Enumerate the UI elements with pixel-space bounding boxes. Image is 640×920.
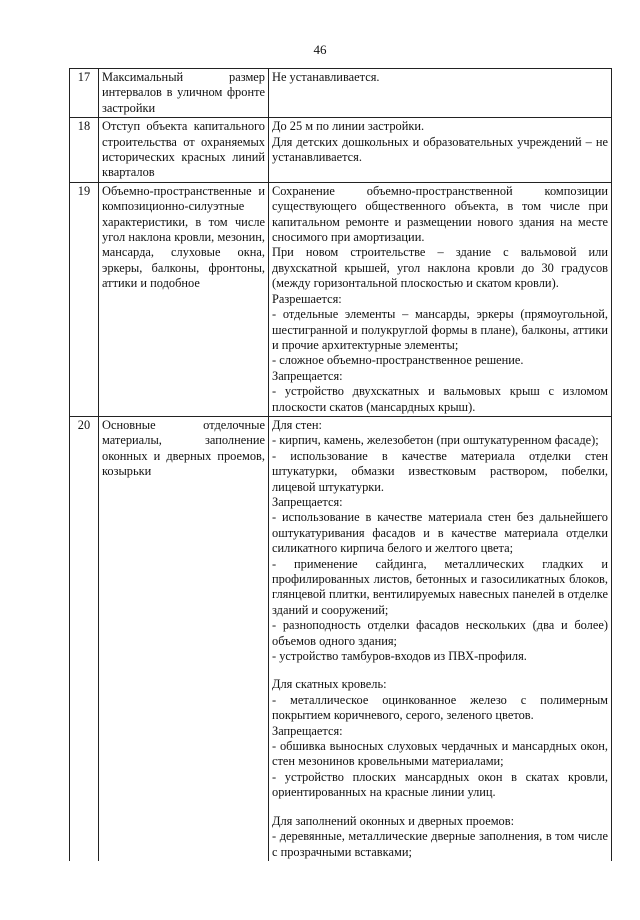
parameter-name: Объемно-пространственные и композиционно-силуэтные характеристики, в том числе угол наклона кровли, мезонин, мансарда, слуховые окна, эркеры, балконы, фронтоны, аттики и подобное [99,182,269,416]
value-line: - устройство двухскатных и вальмовых крыш с изломом плоскости скатов (мансардных крыш). [272,384,608,414]
parameter-value [269,69,612,118]
table-row [70,69,612,118]
row-number: 18 [70,118,99,183]
value-line: До 25 м по линии застройки. [272,119,425,134]
value-line: Запрещается: [272,723,343,738]
parameter-value [269,118,612,183]
table-row [70,118,612,183]
regulations-table [69,68,612,861]
parameter-name: Основные отделочные материалы, заполнение оконных и дверных проемов, козырьки [99,416,269,860]
value-line: Для детских дошкольных и образовательных учреждений – не устанавливается. [272,134,608,165]
table-row [70,182,612,416]
value-line: - кирпич, камень, железобетон (при оштукатуренном фасаде); [272,433,599,448]
parameter-name: Максимальный размер интервалов в уличном фронте застройки [99,69,269,118]
value-line: - обшивка выносных слуховых чердачных и мансардных окон, стен мезонинов кровельными материалами; [272,739,608,769]
table-row [70,416,612,860]
value-line: - устройство плоских мансардных окон в скатах кровли, ориентированных на красные линии улиц. [272,769,608,800]
value-line: Сохранение объемно-пространственной композиции существующего общественного объекта, в том числе при капитальном ремонте и размещении нового здания на месте сносимого при амортизации. [272,183,608,245]
value-line: Для стен: [272,417,322,432]
value-line: - устройство тамбуров-входов из ПВХ-профиля. [272,649,527,664]
paragraph-gap [272,664,608,677]
value-line: - сложное объемно-пространственное решение. [272,353,524,368]
value-line: Разрешается: [272,291,342,306]
value-line: - отдельные элементы – мансарды, эркеры (прямоугольной, шестигранной и полукруглой формы в плане), балконы, аттики и прочие архитектурные элементы; [272,307,608,352]
value-line: Для скатных кровель: [272,677,387,692]
value-line: - деревянные, металлические дверные заполнения, в том числе с прозрачными вставками; [272,829,608,859]
value-line: Запрещается: [272,494,343,509]
value-line: Для заполнений оконных и дверных проемов: [272,813,515,828]
parameter-value [269,182,612,416]
value-line: - использование в качестве материала стен без дальнейшего оштукатуривания фасадов и в качестве материала отделки силикатного кирпича белого и желтого цвета; [272,510,608,556]
page-number: 46 [313,42,327,57]
parameter-name: Отступ объекта капитального строительства от охраняемых исторических красных линий кварталов [99,118,269,183]
value-line: - применение сайдинга, металлических гладких и профилированных листов, бетонных и газосиликатных блоков, глянцевой плитки, вентилируемых навесных панелей в отделке зданий и сооружений; [272,556,608,617]
value-line: - разноподность отделки фасадов нескольких (два и более) объемов одного здания; [272,618,608,648]
value-line: - металлическое оцинкованное железо с полимерным покрытием коричневого, серого, зеленого цветов. [272,692,608,723]
value-line: Не устанавливается. [272,70,380,84]
row-number: 19 [70,182,99,416]
value-line: - использование в качестве материала отделки стен штукатурки, обмазки известковым раствором, побелки, лицевой штукатурки. [272,448,608,494]
value-line: Запрещается: [272,368,343,383]
row-number: 20 [70,416,99,860]
value-line: При новом строительстве – здание с вальмовой или двухскатной крышей, угол наклона кровли до 30 градусов (между горизонтальной плоскостью и скатом кровли). [272,245,608,291]
parameter-value [269,416,612,860]
row-number: 17 [70,69,99,118]
paragraph-gap [272,801,608,814]
